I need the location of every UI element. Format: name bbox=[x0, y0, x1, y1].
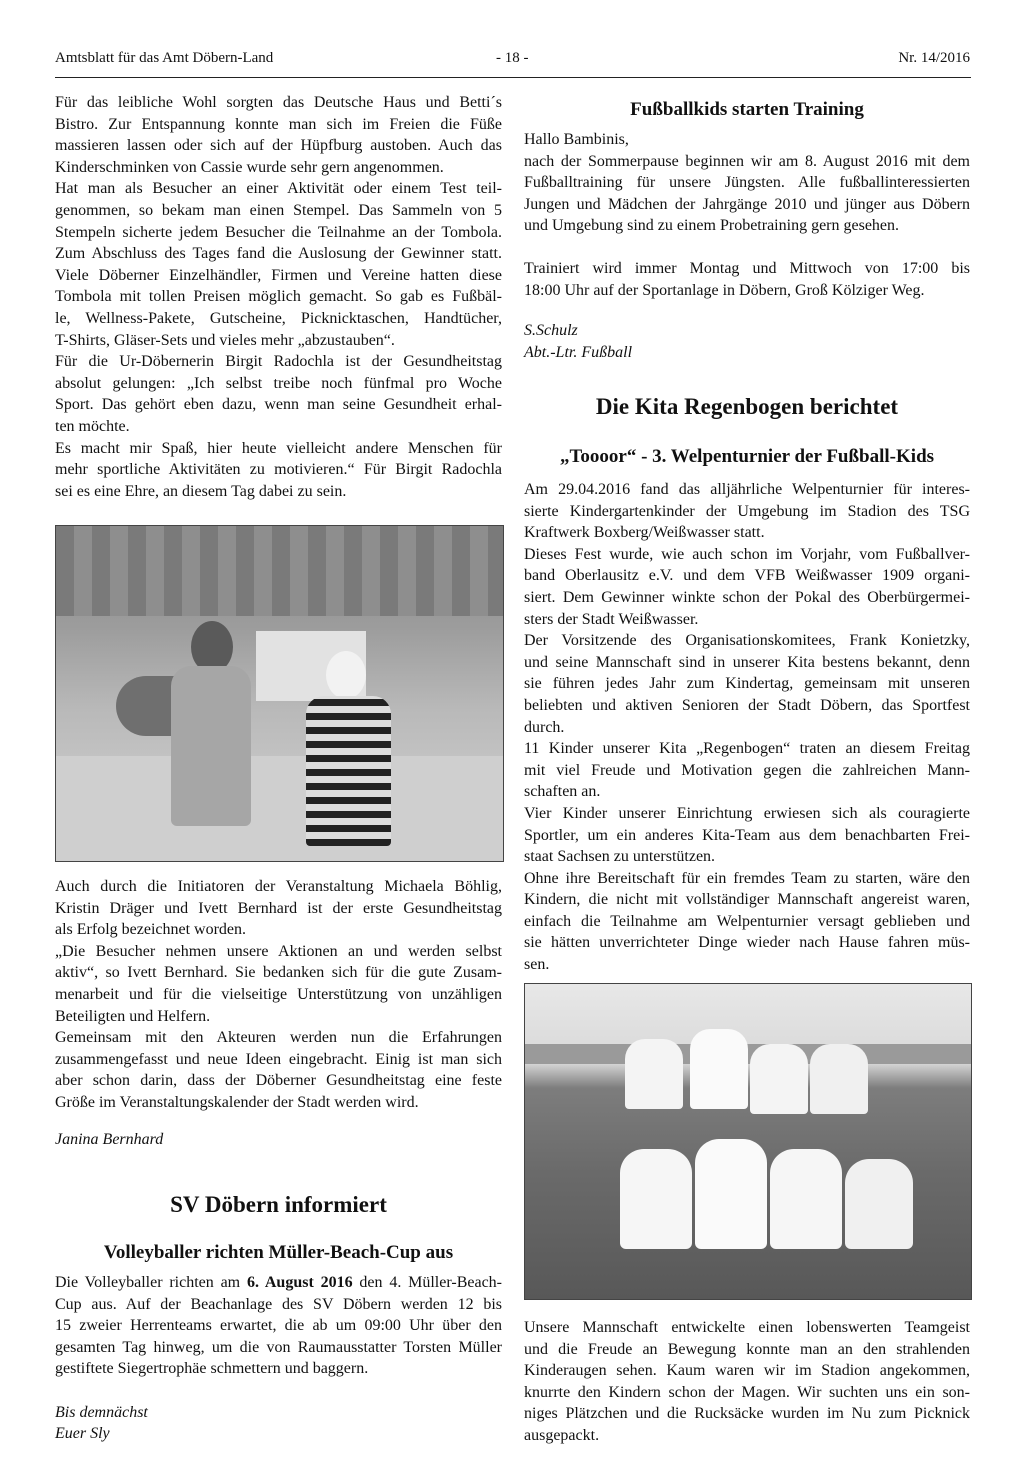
text-line: ausgepackt. bbox=[524, 1426, 600, 1444]
text-line: Es macht mir Spaß, hier heute vielleicht andere Menschen für bbox=[55, 439, 502, 457]
text-line: Kinderaugen sehen. Kaum waren wir im Stadion angekommen, bbox=[524, 1362, 970, 1380]
text-line: Viele Döberner Einzelhändler, Firmen und Vereine hatten diese bbox=[55, 266, 502, 284]
text-line: Für das leibliche Wohl sorgten das Deutsche Haus und Betti´s bbox=[55, 94, 502, 111]
text-run: den 4. Müller-Beach- bbox=[352, 1274, 502, 1291]
paragraph bbox=[524, 151, 970, 237]
text-line: Jungen und Mädchen der Jahrgänge 2010 und jünger aus Döbern bbox=[524, 195, 970, 213]
paragraph bbox=[55, 876, 502, 941]
section-title-sv-doebern: SV Döbern informiert bbox=[170, 1192, 387, 1217]
text-line: siert. Dem Gewinner winkte schon der Pokal des Oberbürgermei- bbox=[524, 588, 970, 606]
text-line: absolut gelungen: „Ich selbst treibe noch fünfmal pro Woche bbox=[55, 374, 502, 392]
text-line: 18:00 Uhr auf der Sportanlage in Döbern, Groß Kölziger Weg. bbox=[524, 281, 925, 299]
text-line: sei es eine Ehre, an diesem Tag dabei zu sein. bbox=[55, 482, 347, 500]
text-line: Kristin Dräger und Ivett Bernhard ist der erste Gesundheitstag bbox=[55, 899, 502, 917]
paragraph bbox=[55, 438, 502, 503]
text-line: gestiftete Siegertrophäe schmettern und baggern. bbox=[55, 1360, 369, 1378]
text-line: Zum Abschluss des Tages fand die Auslosung der Gewinner statt. bbox=[55, 245, 502, 263]
text-line: Vier Kinder unserer Einrichtung erwiesen sich als couragierte bbox=[524, 804, 970, 822]
paragraph bbox=[55, 1027, 502, 1113]
text-line: Ohne ihre Bereitschaft für ein fremdes Team zu starten, wäre den bbox=[524, 869, 970, 887]
paragraph bbox=[55, 941, 502, 1027]
text-line: Cup aus. Auf der Beachanlage des SV Döbern werden 12 bis bbox=[55, 1295, 502, 1313]
text-line: Kraftwerk Boxberg/Weißwasser statt. bbox=[524, 524, 765, 542]
text-line: schaften an. bbox=[524, 783, 601, 801]
article-title-volleyball: Volleyballer richten Müller-Beach-Cup aus bbox=[103, 1242, 454, 1263]
text-line: Stempeln sicherte jedem Besucher die Teilnahme an der Tombola. bbox=[55, 223, 502, 241]
text-line: als Erfolg bezeichnet worden. bbox=[55, 921, 247, 939]
text-run: Die Volleyballer richten am bbox=[55, 1274, 247, 1291]
text-line: Für die Ur-Döbernerin Birgit Radochla ist der Gesundheitstag bbox=[55, 353, 502, 371]
signature-name: Euer Sly bbox=[55, 1425, 110, 1442]
paragraph bbox=[55, 178, 502, 351]
text-line: und die Freude an Bewegung konnte man an den strahlenden bbox=[524, 1340, 970, 1358]
text-line: Kinderschminken von Cassie wurde sehr gern angenommen. bbox=[55, 158, 444, 176]
paragraph bbox=[524, 479, 970, 544]
text-line: beliebten und aktiven Senioren der Stadt Döbern, das Sportfest bbox=[524, 696, 970, 714]
text-line: Unsere Mannschaft entwickelte einen lobenswerten Teamgeist bbox=[524, 1319, 970, 1336]
signature-greeting: Bis demnächst bbox=[55, 1404, 148, 1421]
text-line: „Die Besucher nehmen unsere Aktionen an und werden selbst bbox=[55, 942, 502, 960]
paragraph bbox=[55, 92, 502, 178]
text-line: nach der Sommerpause beginnen wir am 8. August 2016 mit dem bbox=[524, 152, 970, 170]
article-welpenturnier-body bbox=[524, 479, 970, 976]
paragraph bbox=[524, 868, 970, 976]
article-fussballkids-schedule bbox=[524, 258, 970, 301]
article-gesundheitstag-part2 bbox=[55, 876, 502, 1114]
text-line: mehr sportliche Aktivitäten zu motivieren.“ Für Birgit Radochla bbox=[55, 461, 502, 479]
article-volleyball-body bbox=[55, 1272, 502, 1380]
text-line: Sportler, um ein anderes Kita-Team aus dem benachbarten Frei- bbox=[524, 826, 970, 844]
text-line: sen. bbox=[524, 956, 550, 974]
paragraph bbox=[524, 803, 970, 868]
author-signature: Janina Bernhard bbox=[55, 1131, 164, 1148]
text-line: zusammengefasst und neue Ideen eingebracht. Einig ist man sich bbox=[55, 1050, 502, 1068]
section-title-kita: Die Kita Regenbogen berichtet bbox=[595, 394, 899, 419]
article-gesundheitstag-part1 bbox=[55, 92, 502, 502]
text-line bbox=[55, 1272, 502, 1294]
text-line: T-Shirts, Gläser-Sets und vieles mehr „abzustauben“. bbox=[55, 331, 395, 349]
text-line: le, Wellness-Pakete, Gutscheine, Picknicktaschen, Handtücher, bbox=[55, 309, 502, 327]
header-rule bbox=[55, 77, 971, 78]
paragraph bbox=[524, 544, 970, 630]
text-line: mit viel Freude und Motivation gegen die zahlreichen Mann- bbox=[524, 761, 970, 779]
header-publication: Amtsblatt für das Amt Döbern-Land bbox=[55, 50, 274, 66]
text-line: Beteiligten und Helfern. bbox=[55, 1007, 211, 1025]
photo-kids-team bbox=[524, 983, 972, 1300]
photo-interview bbox=[55, 525, 504, 862]
text-line: staat Sachsen zu unterstützen. bbox=[524, 848, 716, 866]
paragraph bbox=[524, 738, 970, 803]
text-line: band Oberlausitz e.V. und dem VFB Weißwasser 1909 organi- bbox=[524, 567, 970, 585]
text-line: einfach die Teilnahme am Welpenturnier versagt geblieben und bbox=[524, 912, 970, 930]
text-line: Der Vorsitzende des Organisationskomitees, Frank Konietzky, bbox=[524, 632, 970, 650]
text-line: Größe im Veranstaltungskalender der Stadt werden wird. bbox=[55, 1093, 419, 1111]
text-line: Trainiert wird immer Montag und Mittwoch von 17:00 bis bbox=[524, 260, 970, 277]
text-line: und seine Mannschaft sind in unserer Kita bestens bekannt, denn bbox=[524, 653, 970, 671]
header-issue: Nr. 14/2016 bbox=[898, 50, 970, 66]
text-line: Bistro. Zur Entspannung konnte man sich im Freien die Füße bbox=[55, 115, 502, 133]
text-line: massieren lassen oder sich auf der Hüpfburg austoben. Auch das bbox=[55, 137, 502, 155]
paragraph bbox=[55, 351, 502, 437]
text-line: durch. bbox=[524, 718, 565, 736]
paragraph bbox=[524, 258, 970, 301]
text-line: 15 zweier Herrenteams erwartet, die ab um 09:00 Uhr über den bbox=[55, 1317, 502, 1335]
text-line: gesamten Tag hinweg, um die von Raumausstatter Torsten Müller bbox=[55, 1338, 502, 1356]
article-welpenturnier-continued bbox=[524, 1317, 970, 1447]
signature-name: S.Schulz bbox=[524, 322, 578, 339]
signature-role: Abt.-Ltr. Fußball bbox=[524, 344, 633, 361]
text-line: Hallo Bambinis, bbox=[524, 131, 629, 148]
paragraph-group bbox=[55, 1294, 502, 1380]
text-line: menarbeit und für die vielseitige Unterstützung von unzähligen bbox=[55, 985, 502, 1003]
text-line: Am 29.04.2016 fand das alljährliche Welpenturnier für interes- bbox=[524, 481, 970, 498]
text-line: sierte Kindergartenkinder der Umgebung im Stadion des TSG bbox=[524, 502, 970, 520]
text-line: sters der Stadt Weißwasser. bbox=[524, 610, 699, 628]
date-highlight: 6. August 2016 bbox=[246, 1274, 353, 1291]
paragraph bbox=[55, 1294, 502, 1380]
text-line: Gemeinsam mit den Akteuren werden nun die Erfahrungen bbox=[55, 1029, 502, 1047]
text-line: Tombola mit tollen Preisen möglich gemacht. So gab es Fußbäl- bbox=[55, 288, 502, 306]
text-line: Kindern, die nicht mit vollständiger Mannschaft angereist waren, bbox=[524, 891, 970, 909]
text-line: Dieses Fest wurde, wie auch schon im Vorjahr, vom Fußballver- bbox=[524, 545, 970, 563]
text-line: ten möchte. bbox=[55, 417, 130, 435]
text-line: und Umgebung sind zu einem Probetraining gern gesehen. bbox=[524, 217, 900, 235]
article-title-welpenturnier: „Toooor“ - 3. Welpenturnier der Fußball-Kids bbox=[559, 446, 935, 467]
text-line: genommen, so bekam man einen Stempel. Das Sammeln von 5 bbox=[55, 201, 502, 219]
text-line: sie führen jedes Jahr zum Kindertag, gemeinsam mit unseren bbox=[524, 675, 970, 693]
text-line: Fußballtraining für unsere Jüngsten. Alle fußballinteressierten bbox=[524, 174, 970, 192]
text-line: 11 Kinder unserer Kita „Regenbogen“ traten an diesem Freitag bbox=[524, 740, 970, 758]
text-line: aber schon darin, dass der Döberner Gesundheitstag eine feste bbox=[55, 1072, 502, 1090]
paragraph bbox=[524, 1317, 970, 1447]
text-line: knurrte den Kindern schon der Magen. Wir suchten uns ein son- bbox=[524, 1383, 970, 1401]
text-line: aktiv“, so Ivett Bernhard. Sie bedanken sich für die gute Zusam- bbox=[55, 964, 502, 982]
text-line: Auch durch die Initiatoren der Veranstaltung Michaela Böhlig, bbox=[55, 878, 502, 895]
paragraph bbox=[524, 129, 970, 151]
text-line: Sport. Das gehört eben dazu, wenn man seine Gesundheit erhal- bbox=[55, 396, 502, 414]
article-title-fussballkids: Fußballkids starten Training bbox=[630, 99, 864, 120]
paragraph bbox=[524, 630, 970, 738]
text-line: sie hätten unverrichteter Dinge wieder nach Hause fahren müs- bbox=[524, 934, 970, 952]
text-line: Hat man als Besucher an einer Aktivität oder einem Test teil- bbox=[55, 180, 502, 198]
article-fussballkids-body bbox=[524, 129, 970, 237]
header-page-number: - 18 - bbox=[496, 50, 529, 66]
text-line: niges Plätzchen und die Rucksäcke wurden im Nu zum Picknick bbox=[524, 1405, 970, 1423]
